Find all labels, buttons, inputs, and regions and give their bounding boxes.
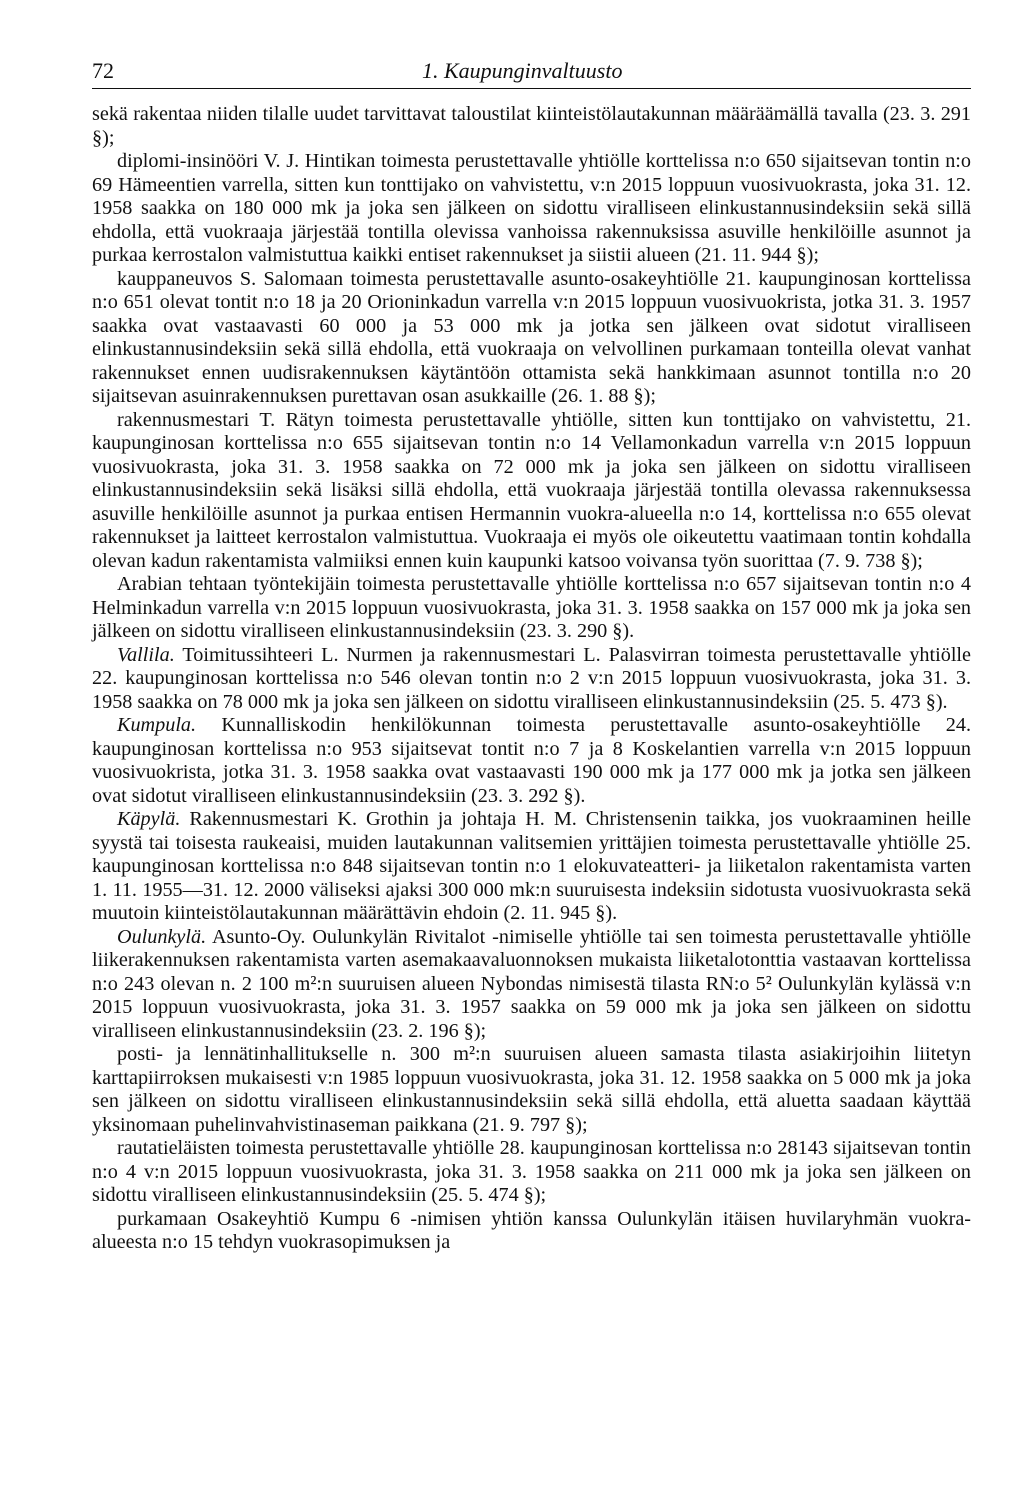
page-header bbox=[92, 56, 971, 86]
paragraph bbox=[92, 409, 971, 574]
paragraph-text: Toimitussihteeri L. Nurmen ja rakennusmestari L. Palasvirran toimesta perustettavalle yhtiölle 22. kaupunginosan korttelissa n:o 546 olevan tontin n:o 2 v:n 2015 loppuun vuosivuokrasta, joka 31. 3. 1958 saakka on 78 000 mk ja joka sen jälkeen on sidottu viralliseen elinkustannusindeksiin (25. 5. 473 §). bbox=[92, 643, 972, 713]
paragraph-text: rakennusmestari T. Rätyn toimesta perustettavalle yhtiölle, sitten kun tonttijako on vahvistettu, 21. kaupunginosan korttelissa n:o 655 sijaitsevan tontin n:o 14 Vellamonkadun varrella v:n 2015 loppuun vuosivuokrasta, joka 31. 3. 1958 saakka on 72 000 mk ja joka sen jälkeen on sidottu viralliseen elinkustannusindeksiin sekä lisäksi sillä ehdolla, että vuokraaja järjestää tontilla olevassa rakennuksessa asuville henkilöille asunnot ja purkaa entisen Hermannin vuokra-alueella n:o 14, korttelissa n:o 655 olevat rakennukset ja laitteet kerrostalon valmistuttua. Vuokraaja ei myös ole oikeutettu vaatimaan tontin kohdalla olevan kadun rakentamista valmiiksi ennen kuin kaupunki katsoo voivansa työn suorittaa (7. 9. 738 §); bbox=[92, 408, 971, 572]
paragraph-text: kauppaneuvos S. Salomaan toimesta perustettavalle asunto-osakeyhtiölle 21. kaupunginosan korttelissa n:o 651 olevat tontit n:o 18 ja 20 Orioninkadun varrella v:n 2015 loppuun vuosivuokrista, jotka 31. 3. 1957 saakka ovat vastaavasti 60 000 ja 53 000 mk ja jotka sen jälkeen ovat sidotut viralliseen elinkustannusindeksiin sekä sillä ehdolla, että vuokraaja on velvollinen purkamaan tonteilla olevat vanhat rakennukset ennen uudisrakennuksen käytäntöön ottamista sekä hankkimaan asunnot tontilla n:o 20 sijaitsevan asuinrakennuksen purettavan osan asukkaille (26. 1. 88 §); bbox=[92, 267, 971, 407]
district-heading: Kumpula. bbox=[117, 714, 197, 736]
paragraph bbox=[92, 1043, 971, 1137]
paragraph-text: posti- ja lennätinhallitukselle n. 300 m²:n suuruisen alueen samasta tilasta asiakirjoihin liitetyn karttapiirroksen mukaisesti v:n 1985 loppuun vuosivuokrasta, joka 31. 12. 1958 saakka on 5 000 mk ja joka sen jälkeen on sidottu viralliseen elinkustannusindeksiin sekä sillä ehdolla, että aluetta saadaan käyttää yksinomaan puhelinvahvistinaseman paikkana (21. 9. 797 §); bbox=[92, 1043, 971, 1136]
paragraph-text: diplomi-insinööri V. J. Hintikan toimesta perustettavalle yhtiölle korttelissa n:o 650 sijaitsevan tontin n:o 69 Hämeentien varrella, sitten kun tonttijako on vahvistettu, v:n 2015 loppuun vuosivuokrasta, joka 31. 12. 1958 saakka on 180 000 mk ja joka sen jälkeen on sidottu viralliseen elinkustannusindeksiin sekä sillä ehdolla, että vuokraaja järjestää tontilla olevissa vanhoissa rakennuksissa asuville henkilöille asunnot ja purkaa kerrostalon valmistuttua kaikki entiset rakennukset ja siistii alueen (21. 11. 944 §); bbox=[92, 150, 971, 266]
paragraph-text: Arabian tehtaan työntekijäin toimesta perustettavalle yhtiölle korttelissa n:o 657 sijaitsevan tontin n:o 4 Helminkadun varrella v:n 2015 loppuun vuosivuokrasta, joka 31. 3. 1958 saakka on 157 000 mk ja joka sen jälkeen on sidottu viralliseen elinkustannusindeksiin (23. 3. 290 §). bbox=[92, 573, 971, 642]
paragraph-text: purkamaan Osakeyhtiö Kumpu 6 -nimisen yhtiön kanssa Oulunkylän itäisen huvilaryhmän vuokra-alueesta n:o 15 tehdyn vuokrasopimuksen ja bbox=[92, 1207, 971, 1253]
paragraph bbox=[92, 268, 971, 409]
document-page bbox=[92, 56, 971, 1255]
body-text bbox=[92, 103, 971, 1255]
paragraph-oulunkyla bbox=[92, 926, 971, 1044]
district-heading: Vallila. bbox=[117, 643, 175, 666]
header-rule bbox=[92, 88, 971, 89]
paragraph bbox=[92, 1137, 971, 1208]
paragraph-text: Kunnalliskodin henkilökunnan toimesta perustettavalle asunto-osakeyhtiölle 24. kaupunginosan korttelissa n:o 953 sijaitsevat tontit n:o 7 ja 8 Koskelantien varrella v:n 2015 loppuun vuosivuokrista, jotka 31. 3. 1958 saakka ovat vastaavasti 190 000 mk ja 177 000 mk ja jotka sen jälkeen ovat sidotut viralliseen elinkustannusindeksiin (23. 3. 292 §). bbox=[92, 714, 971, 807]
district-heading: Oulunkylä. bbox=[117, 925, 207, 948]
page-number: 72 bbox=[92, 58, 114, 83]
paragraph bbox=[92, 1208, 971, 1255]
paragraph-kumpula bbox=[92, 714, 971, 808]
paragraph bbox=[92, 150, 971, 268]
paragraph-text: Rakennusmestari K. Grothin ja johtaja H. M. Christensenin taikka, jos vuokraaminen heille syystä tai toisesta raukeaisi, muiden lautakunnan valitsemien yrittäjien toimesta perustettavalle yhtiölle 25. kaupunginosan korttelissa n:o 848 sijaitsevan tontin n:o 1 elokuvateatteri- ja liiketalon rakentamista varten 1. 11. 1955—31. 12. 2000 väliseksi ajaksi 300 000 mk:n suuruisesta indeksiin sidotusta vuosivuokrasta sekä muutoin kiinteistölautakunnan määrättävin ehdoin (2. 11. 945 §). bbox=[92, 808, 972, 924]
paragraph-text: rautatieläisten toimesta perustettavalle yhtiölle 28. kaupunginosan korttelissa n:o 28143 sijaitsevan tontin n:o 4 v:n 2015 loppuun vuosivuokrasta, joka 31. 3. 1958 saakka on 211 000 mk ja joka sen jälkeen on sidottu viralliseen elinkustannusindeksiin (25. 5. 474 §); bbox=[92, 1137, 971, 1206]
district-heading: Käpylä. bbox=[117, 808, 181, 830]
paragraph-text: Asunto-Oy. Oulunkylän Rivitalot -nimiselle yhtiölle tai sen toimesta perustettavalle yhtiölle liikerakennuksen rakentamista varten asemakaavaluonnoksen mukaista liiketalotonttia vastaavan korttelissa n:o 243 olevan n. 2 100 m²:n suuruisen alueen Nybondas nimisestä tilasta RN:o 5² Oulunkylän kylässä v:n 2015 loppuun vuosivuokrasta, joka 31. 3. 1957 saakka on 59 000 mk ja joka sen jälkeen on sidottu viralliseen elinkustannusindeksiin (23. 2. 196 §); bbox=[92, 925, 971, 1042]
running-title: 1. Kaupunginvaltuusto bbox=[422, 58, 623, 83]
paragraph-kapyla bbox=[92, 808, 971, 926]
paragraph bbox=[92, 103, 971, 150]
paragraph-text: sekä rakentaa niiden tilalle uudet tarvittavat taloustilat kiinteistölautakunnan määräämällä tavalla (23. 3. 291 §); bbox=[92, 103, 971, 149]
paragraph bbox=[92, 573, 971, 644]
paragraph-vallila bbox=[92, 644, 971, 715]
